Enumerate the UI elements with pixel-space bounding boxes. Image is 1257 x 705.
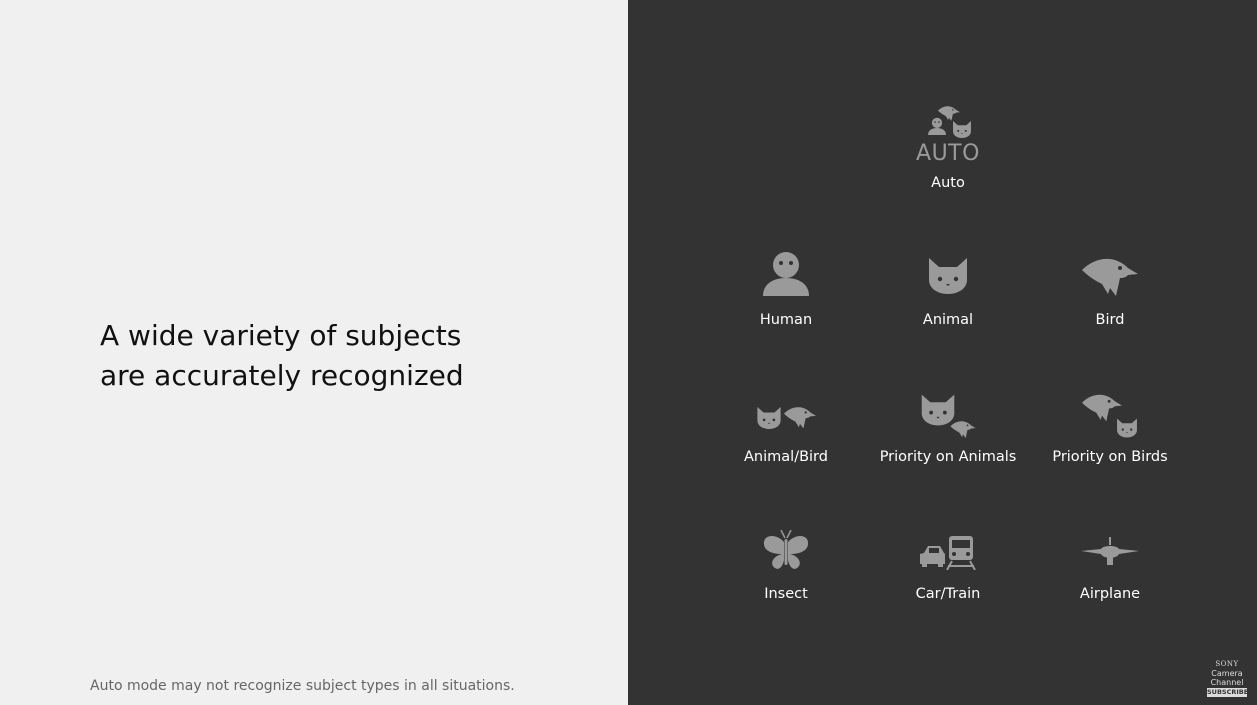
priority-animals-icon (918, 392, 978, 440)
right-panel (628, 0, 1257, 705)
sony-camera-channel-logo[interactable] (1207, 660, 1247, 697)
option-car-train-label: Car/Train (915, 586, 981, 602)
option-car-train (858, 534, 1038, 610)
option-priority-animals-label: Priority on Animals (879, 449, 1017, 465)
option-animal (858, 258, 1038, 338)
logo-line-1: Camera (1211, 669, 1243, 678)
option-bird (1020, 256, 1200, 336)
option-animal-bird (696, 403, 876, 473)
headline-line-1: A wide variety of subjects (100, 319, 462, 352)
auto-icon-text: AUTO (916, 141, 980, 166)
cat-icon (927, 258, 969, 294)
option-priority-birds (1020, 390, 1200, 472)
headline (100, 316, 580, 396)
footnote: Auto mode may not recognize subject types in all situations. (90, 678, 515, 694)
option-priority-birds-label: Priority on Birds (1052, 449, 1168, 465)
airplane-icon (1081, 537, 1139, 567)
option-animal-label: Animal (922, 312, 974, 328)
priority-birds-icon (1080, 390, 1140, 440)
logo-brand: SONY (1215, 660, 1239, 668)
option-airplane (1020, 537, 1200, 610)
option-bird-label: Bird (1095, 312, 1125, 328)
animal-bird-icon (754, 403, 818, 431)
logo-line-2: Channel (1210, 678, 1244, 687)
option-airplane-label: Airplane (1079, 586, 1141, 602)
human-icon (761, 250, 811, 296)
option-auto (858, 105, 1038, 195)
auto-icon (918, 105, 978, 141)
option-animal-bird-label: Animal/Bird (744, 449, 828, 465)
subscribe-badge[interactable]: SUBSCRIBE (1207, 688, 1249, 696)
option-human-label: Human (759, 312, 813, 328)
option-human (696, 250, 876, 335)
butterfly-icon (763, 530, 809, 572)
headline-line-2: are accurately recognized (100, 359, 464, 392)
option-auto-label: Auto (931, 175, 965, 191)
left-panel (0, 0, 628, 705)
option-insect (696, 530, 876, 610)
option-priority-animals (858, 392, 1038, 472)
bird-icon (1082, 256, 1138, 296)
option-insect-label: Insect (764, 586, 808, 602)
car-train-icon (919, 534, 977, 570)
